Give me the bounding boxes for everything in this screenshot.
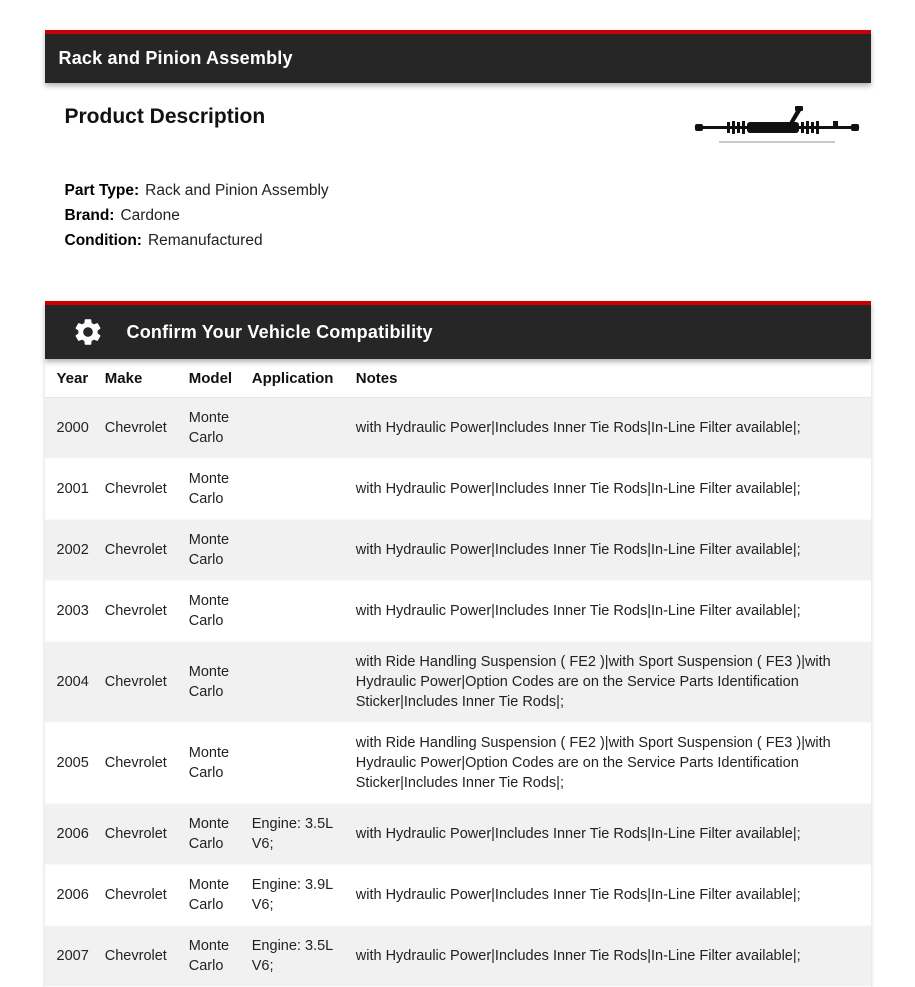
cell-model: Monte Carlo [188,877,230,913]
compatibility-title: Confirm Your Vehicle Compatibility [126,321,433,342]
cell-year: 2004 [56,674,89,690]
column-header-notes: Notes [348,359,871,398]
table-row [45,723,871,804]
cell-application: Engine: 3.5L V6; [251,938,333,974]
cell-application [244,398,348,459]
product-listing-page [45,0,871,987]
cell-notes: with Hydraulic Power|Includes Inner Tie Rods|In-Line Filter available|; [355,887,801,903]
table-row [45,398,871,459]
compatibility-table [45,359,871,987]
product-description-heading: Product Description [64,105,266,128]
cell-year: 2002 [56,542,89,558]
detail-part-type [65,178,871,203]
column-header-application: Application [244,359,348,398]
cell-make: Chevrolet [104,674,167,690]
cell-year: 2005 [56,755,89,771]
cell-notes: with Hydraulic Power|Includes Inner Tie Rods|In-Line Filter available|; [355,542,801,558]
cell-model: Monte Carlo [188,816,230,852]
cell-notes: with Ride Handling Suspension ( FE2 )|with Sport Suspension ( FE3 )|with Hydraulic Power|Option Codes are on the Service Parts Identification Sticker|Includes Inner Tie Rods|; [355,654,831,710]
cell-model: Monte Carlo [188,593,230,629]
cell-model: Monte Carlo [188,410,230,446]
cell-model: Monte Carlo [188,664,230,700]
page-title: Rack and Pinion Assembly [58,48,293,68]
product-details [65,178,871,253]
cell-notes: with Hydraulic Power|Includes Inner Tie Rods|In-Line Filter available|; [355,603,801,619]
cell-notes: with Ride Handling Suspension ( FE2 )|with Sport Suspension ( FE3 )|with Hydraulic Power|Option Codes are on the Service Parts Identification Sticker|Includes Inner Tie Rods|; [355,735,831,791]
column-header-make: Make [97,359,181,398]
cell-notes: with Hydraulic Power|Includes Inner Tie Rods|In-Line Filter available|; [355,948,801,964]
cell-year: 2006 [56,887,89,903]
table-row [45,520,871,581]
cell-make: Chevrolet [104,542,167,558]
cell-year: 2007 [56,948,89,964]
cell-application [244,520,348,581]
detail-value: Rack and Pinion Assembly [145,182,329,199]
table-row [45,804,871,865]
product-title-bar [45,30,871,83]
cell-year: 2001 [56,481,89,497]
rack-and-pinion-product-image [693,105,861,154]
gear-icon [69,313,107,351]
column-header-year: Year [45,359,97,398]
cell-application: Engine: 3.5L V6; [251,816,333,852]
table-row [45,459,871,520]
detail-condition [65,228,871,253]
cell-application: Engine: 3.9L V6; [251,877,333,913]
detail-label: Brand: [64,207,115,224]
table-row [45,926,871,987]
cell-make: Chevrolet [104,420,167,436]
cell-make: Chevrolet [104,481,167,497]
detail-value: Remanufactured [147,232,263,249]
cell-application [244,459,348,520]
cell-year: 2003 [56,603,89,619]
cell-notes: with Hydraulic Power|Includes Inner Tie Rods|In-Line Filter available|; [355,826,801,842]
table-row [45,581,871,642]
cell-make: Chevrolet [104,948,167,964]
cell-model: Monte Carlo [188,471,230,507]
vehicle-compatibility-section [45,301,871,987]
compatibility-table-wrap [45,359,871,987]
rack-and-pinion-illustration [693,105,861,149]
column-header-model: Model [181,359,244,398]
table-row [45,642,871,723]
detail-label: Condition: [64,232,142,249]
cell-application [244,723,348,804]
cell-model: Monte Carlo [188,938,230,974]
detail-brand [65,203,871,228]
detail-label: Part Type: [64,182,140,199]
cell-notes: with Hydraulic Power|Includes Inner Tie Rods|In-Line Filter available|; [355,481,801,497]
cell-make: Chevrolet [104,755,167,771]
compatibility-table-body [45,398,871,987]
detail-value: Cardone [120,207,180,224]
cell-model: Monte Carlo [188,745,230,781]
compatibility-title-bar [45,301,871,359]
table-row [45,865,871,926]
cell-model: Monte Carlo [188,532,230,568]
cell-make: Chevrolet [104,826,167,842]
cell-make: Chevrolet [104,603,167,619]
cell-application [244,581,348,642]
cell-application [244,642,348,723]
table-header-row [45,359,871,398]
cell-year: 2000 [56,420,89,436]
cell-make: Chevrolet [104,887,167,903]
cell-notes: with Hydraulic Power|Includes Inner Tie Rods|In-Line Filter available|; [355,420,801,436]
product-description-section [45,103,871,253]
cell-year: 2006 [56,826,89,842]
